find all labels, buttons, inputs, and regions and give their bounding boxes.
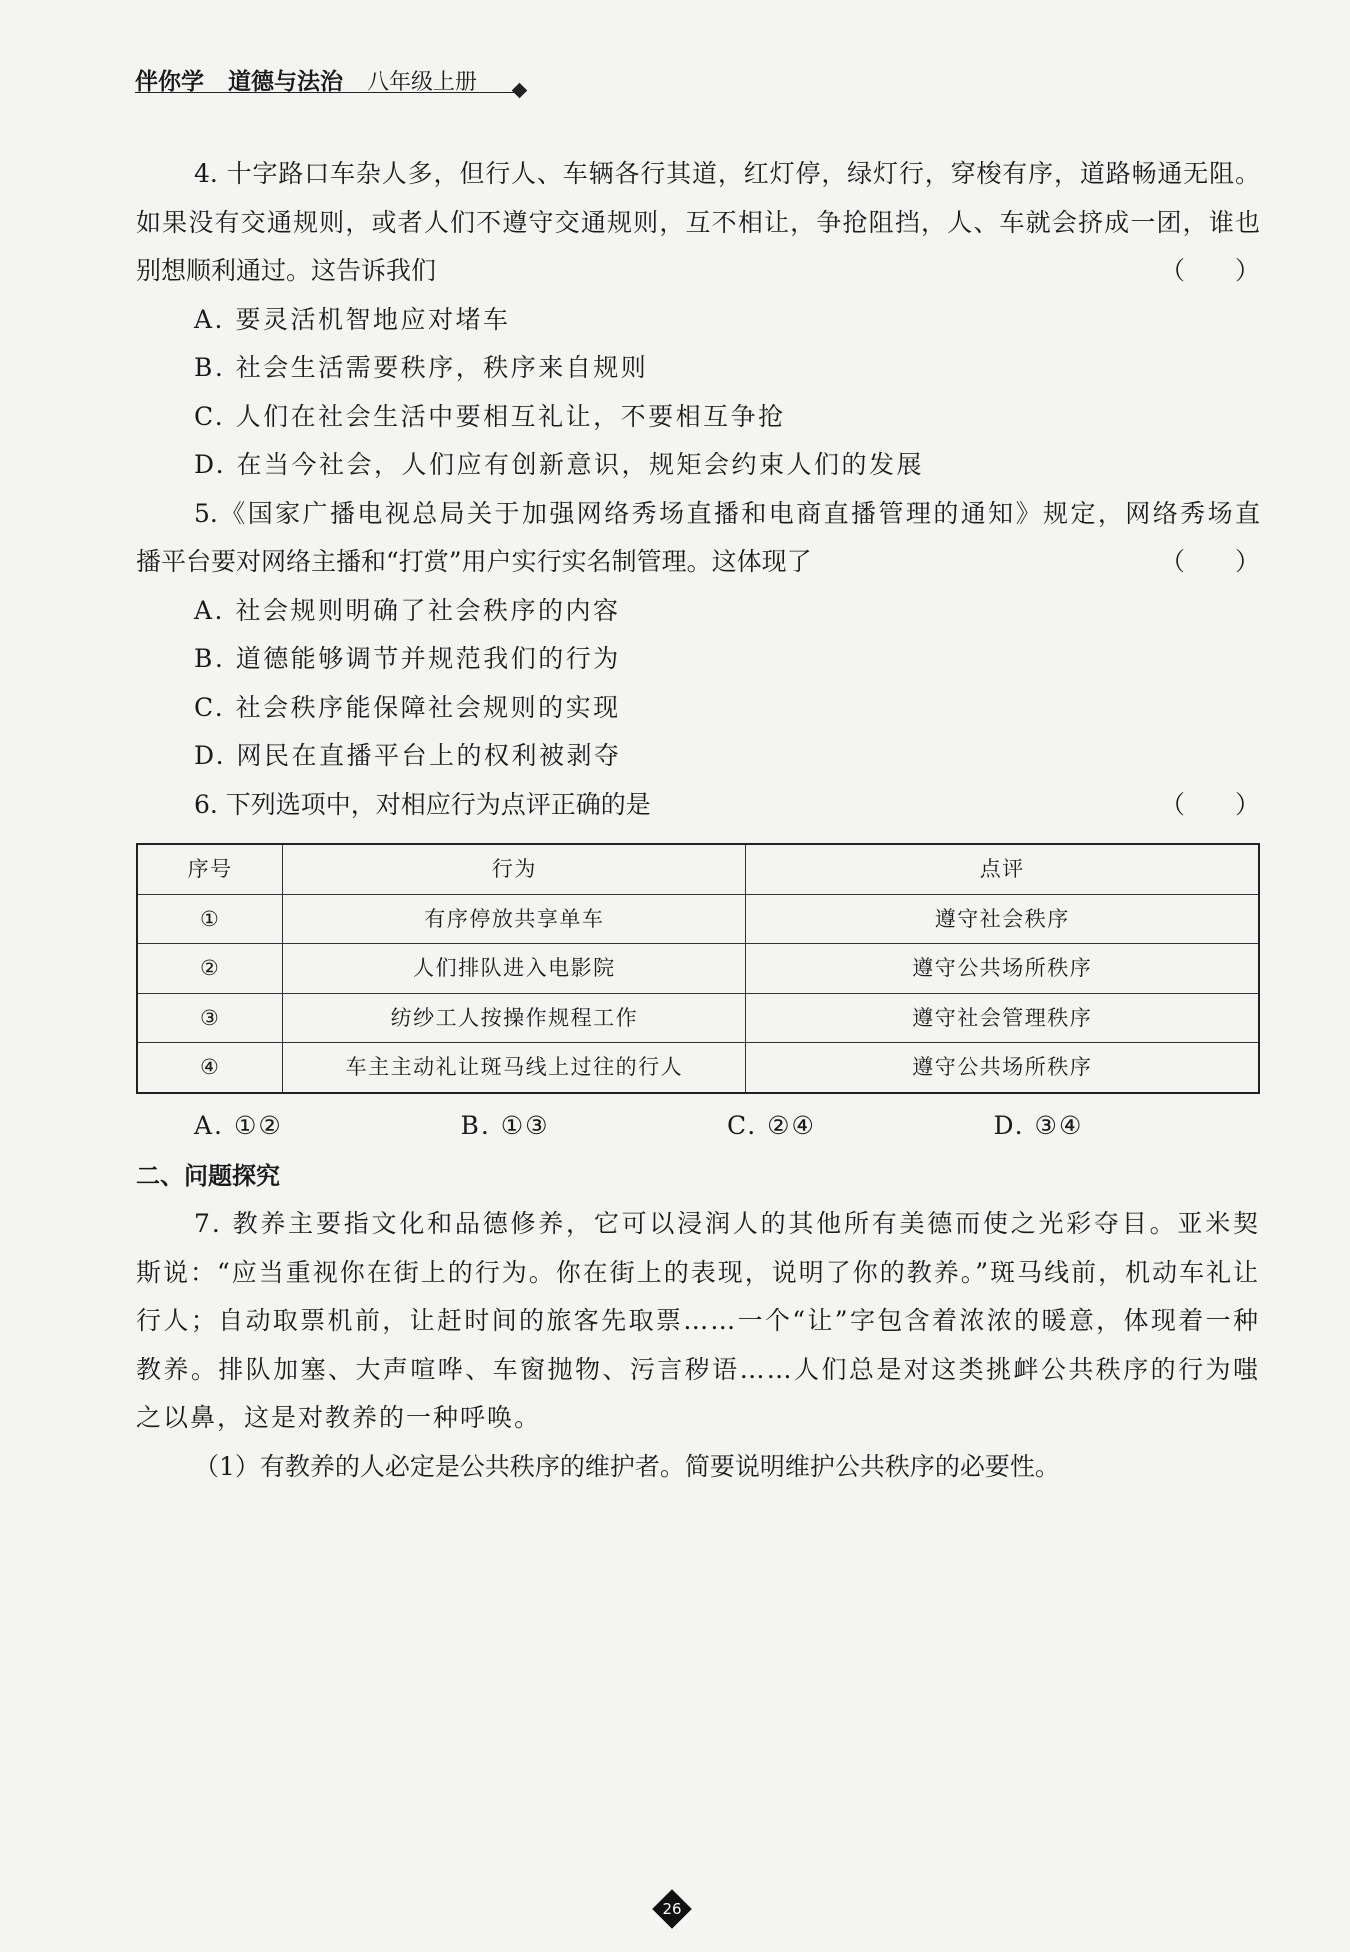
running-header [135,60,477,96]
table-cell: 纺纱工人按操作规程工作 [283,993,746,1043]
answer-parentheses: （ ） [1159,789,1260,819]
question-5-line [136,538,1260,587]
question-6 [136,781,1260,1152]
table-cell: 遵守社会秩序 [746,894,1259,944]
header-rule [135,92,515,93]
behavior-table [136,843,1260,1094]
answer-parentheses: （ ） [1159,547,1260,576]
question-7-line: 教养。排队加塞、大声喧哗、车窗抛物、污言秽语……人们总是对这类挑衅公共秩序的行为嗤 [136,1354,1260,1384]
table-cell: 车主主动礼让斑马线上过往的行人 [283,1043,746,1093]
question-4-line: 4. 十字路口车杂人多，但行人、车辆各行其道，红灯停，绿灯行，穿梭有序，道路畅通无阻。 [194,159,1260,188]
option-c: C. 社会秩序能保障社会规则的实现 [194,692,621,722]
choice-b: B. ①③ [460,1111,550,1141]
question-5 [136,490,1260,781]
option-a: A. 社会规则明确了社会秩序的内容 [194,595,621,625]
header-diamond-icon [512,83,528,99]
table-row [137,944,1259,994]
question-7-sub-1: （1）有教养的人必定是公共秩序的维护者。简要说明维护公共秩序的必要性。 [194,1451,1060,1481]
table-cell: 遵守公共场所秩序 [746,1043,1259,1093]
table-row [137,1043,1259,1093]
question-6-stem-text: 6. 下列选项中，对相应行为点评正确的是 [194,789,651,819]
option-d: D. 在当今社会，人们应有创新意识，规矩会约束人们的发展 [194,450,925,479]
option-a: A. 要灵活机智地应对堵车 [194,304,511,334]
answer-parentheses: （ ） [1159,256,1260,285]
table-cell: ③ [137,993,283,1043]
question-4-line [136,247,1260,296]
table-row [137,993,1259,1043]
section-heading: 二、问题探究 [136,1161,280,1190]
question-4-line-text: 别想顺利通过。这告诉我们 [136,256,437,285]
option-d: D. 网民在直播平台上的权利被剥夺 [194,741,622,770]
table-header: 点评 [746,844,1259,894]
table-cell: ④ [137,1043,283,1093]
question-4-line: 如果没有交通规则，或者人们不遵守交通规则，互不相让，争抢阻挡，人、车就会挤成一团，谁也 [136,207,1260,237]
question-7-line: 之以鼻，这是对教养的一种呼唤。 [136,1403,542,1432]
question-7 [136,1200,1260,1491]
table-cell: ① [137,894,283,944]
table-header: 序号 [137,844,283,894]
table-cell: 遵守公共场所秩序 [746,944,1259,994]
page-number: 26 [662,1900,682,1918]
choice-c: C. ②④ [727,1111,816,1141]
question-5-line: 5.《国家广播电视总局关于加强网络秀场直播和电商直播管理的通知》规定，网络秀场直 [194,498,1260,528]
choice-d: D. ③④ [993,1111,1084,1141]
table-row [137,894,1259,944]
table-header: 行为 [283,844,746,894]
table-header-row [137,844,1259,894]
grade-title: 八年级上册 [367,70,478,95]
question-7-line: 斯说：“应当重视你在街上的行为。你在街上的表现，说明了你的教养。”斑马线前，机动车礼让 [136,1257,1261,1287]
page-number-badge [652,1889,692,1929]
choice-a: A. ①② [194,1111,283,1141]
option-c: C. 人们在社会生活中要相互礼让，不要相互争抢 [194,401,786,431]
table-cell: 人们排队进入电影院 [283,944,746,994]
subject-title: 道德与法治 [228,69,343,95]
table-cell: 遵守社会管理秩序 [746,993,1259,1043]
content [136,150,1260,1491]
question-5-line-text: 播平台要对网络主播和“打赏”用户实行实名制管理。这体现了 [136,547,812,576]
table-cell: 有序停放共享单车 [283,894,746,944]
question-4 [136,150,1260,490]
option-b: B. 社会生活需要秩序，秩序来自规则 [194,353,649,382]
question-7-line: 行人；自动取票机前，让赶时间的旅客先取票……一个“让”字包含着浓浓的暖意，体现着一种 [136,1306,1260,1335]
series-title: 伴你学 [135,69,204,95]
answer-choices [136,1102,1260,1152]
table-cell: ② [137,944,283,994]
question-7-line: 7. 教养主要指文化和品德修养，它可以浸润人的其他所有美德而使之光彩夺目。亚米契 [194,1209,1260,1238]
option-b: B. 道德能够调节并规范我们的行为 [194,644,621,673]
question-6-stem [136,781,1260,830]
